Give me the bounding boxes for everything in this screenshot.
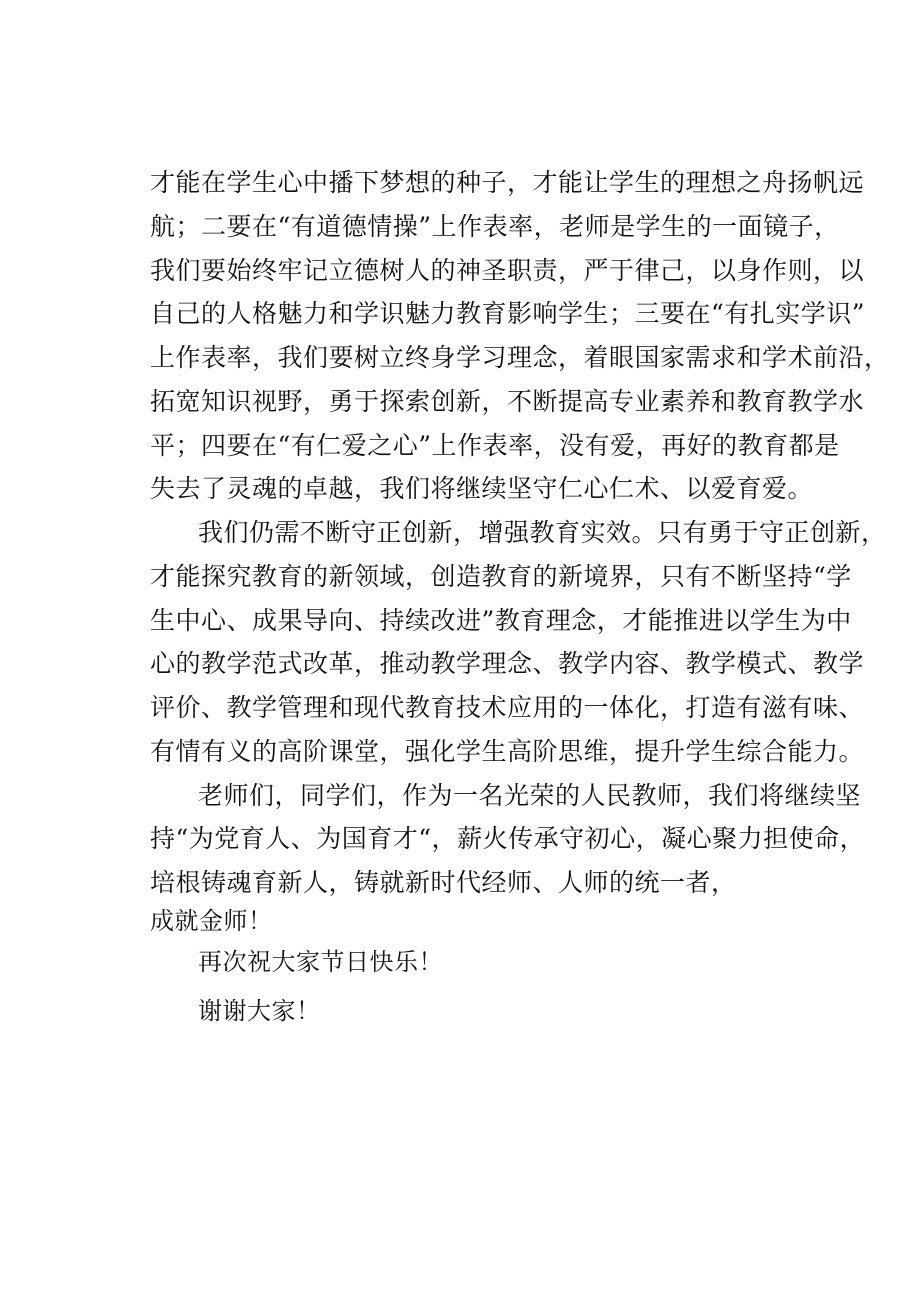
paragraph-2-line-6: 有情有义的高阶课堂，强化学生高阶思维，提升学生综合能力。 [150, 737, 865, 766]
paragraph-2-line-5: 评价、教学管理和现代教育技术应用的一体化，打造有滋有味、 [150, 693, 865, 722]
closing-thanks: 谢谢大家！ [198, 997, 321, 1025]
paragraph-3-line-1: 老师们，同学们，作为一名光荣的人民教师，我们将继续坚 [198, 781, 862, 810]
paragraph-1-line-1: 才能在学生心中播下梦想的种子，才能让学生的理想之舟扬帆远 [150, 168, 865, 197]
paragraph-3-line-2: 持“为党育人、为国育才“，薪火传承守初心，凝心聚力担使命， [150, 824, 866, 853]
paragraph-1-line-6: 拓宽知识视野，勇于探索创新，不断提高专业素养和教育教学水 [150, 387, 865, 416]
paragraph-1-line-2: 航；二要在“有道德情操”上作表率，老师是学生的一面镜子， [150, 212, 840, 241]
paragraph-1-line-3: 我们要始终牢记立德树人的神圣职责，严于律己，以身作则，以 [150, 256, 865, 285]
paragraph-3-line-4: 成就金师！ [150, 907, 273, 935]
paragraph-1-line-8: 失去了灵魂的卓越，我们将继续坚守仁心仁术、以爱育爱。 [150, 474, 814, 503]
paragraph-2-line-4: 心的教学范式改革，推动教学理念、教学内容、教学模式、教学 [150, 649, 865, 678]
paragraph-2-line-3: 生中心、成果导向、持续改进”教育理念，才能推进以学生为中 [150, 606, 852, 635]
paragraph-2-line-2: 才能探究教育的新领域，创造教育的新境界，只有不断坚持“学 [150, 562, 852, 591]
closing-greeting: 再次祝大家节日快乐！ [198, 948, 443, 976]
paragraph-2-line-1: 我们仍需不断守正创新，增强教育实效。只有勇于守正创新， [198, 518, 887, 547]
paragraph-3-line-3: 培根铸魂育新人，铸就新时代经师、人师的统一者， [150, 868, 737, 897]
paragraph-1-line-7: 平；四要在“有仁爱之心”上作表率，没有爱，再好的教育都是 [150, 431, 840, 460]
paragraph-1-line-4: 自己的人格魅力和学识魅力教育影响学生；三要在“有扎实学识” [150, 299, 866, 328]
paragraph-1-line-5: 上作表率，我们要树立终身学习理念，着眼国家需求和学术前沿， [150, 343, 890, 372]
